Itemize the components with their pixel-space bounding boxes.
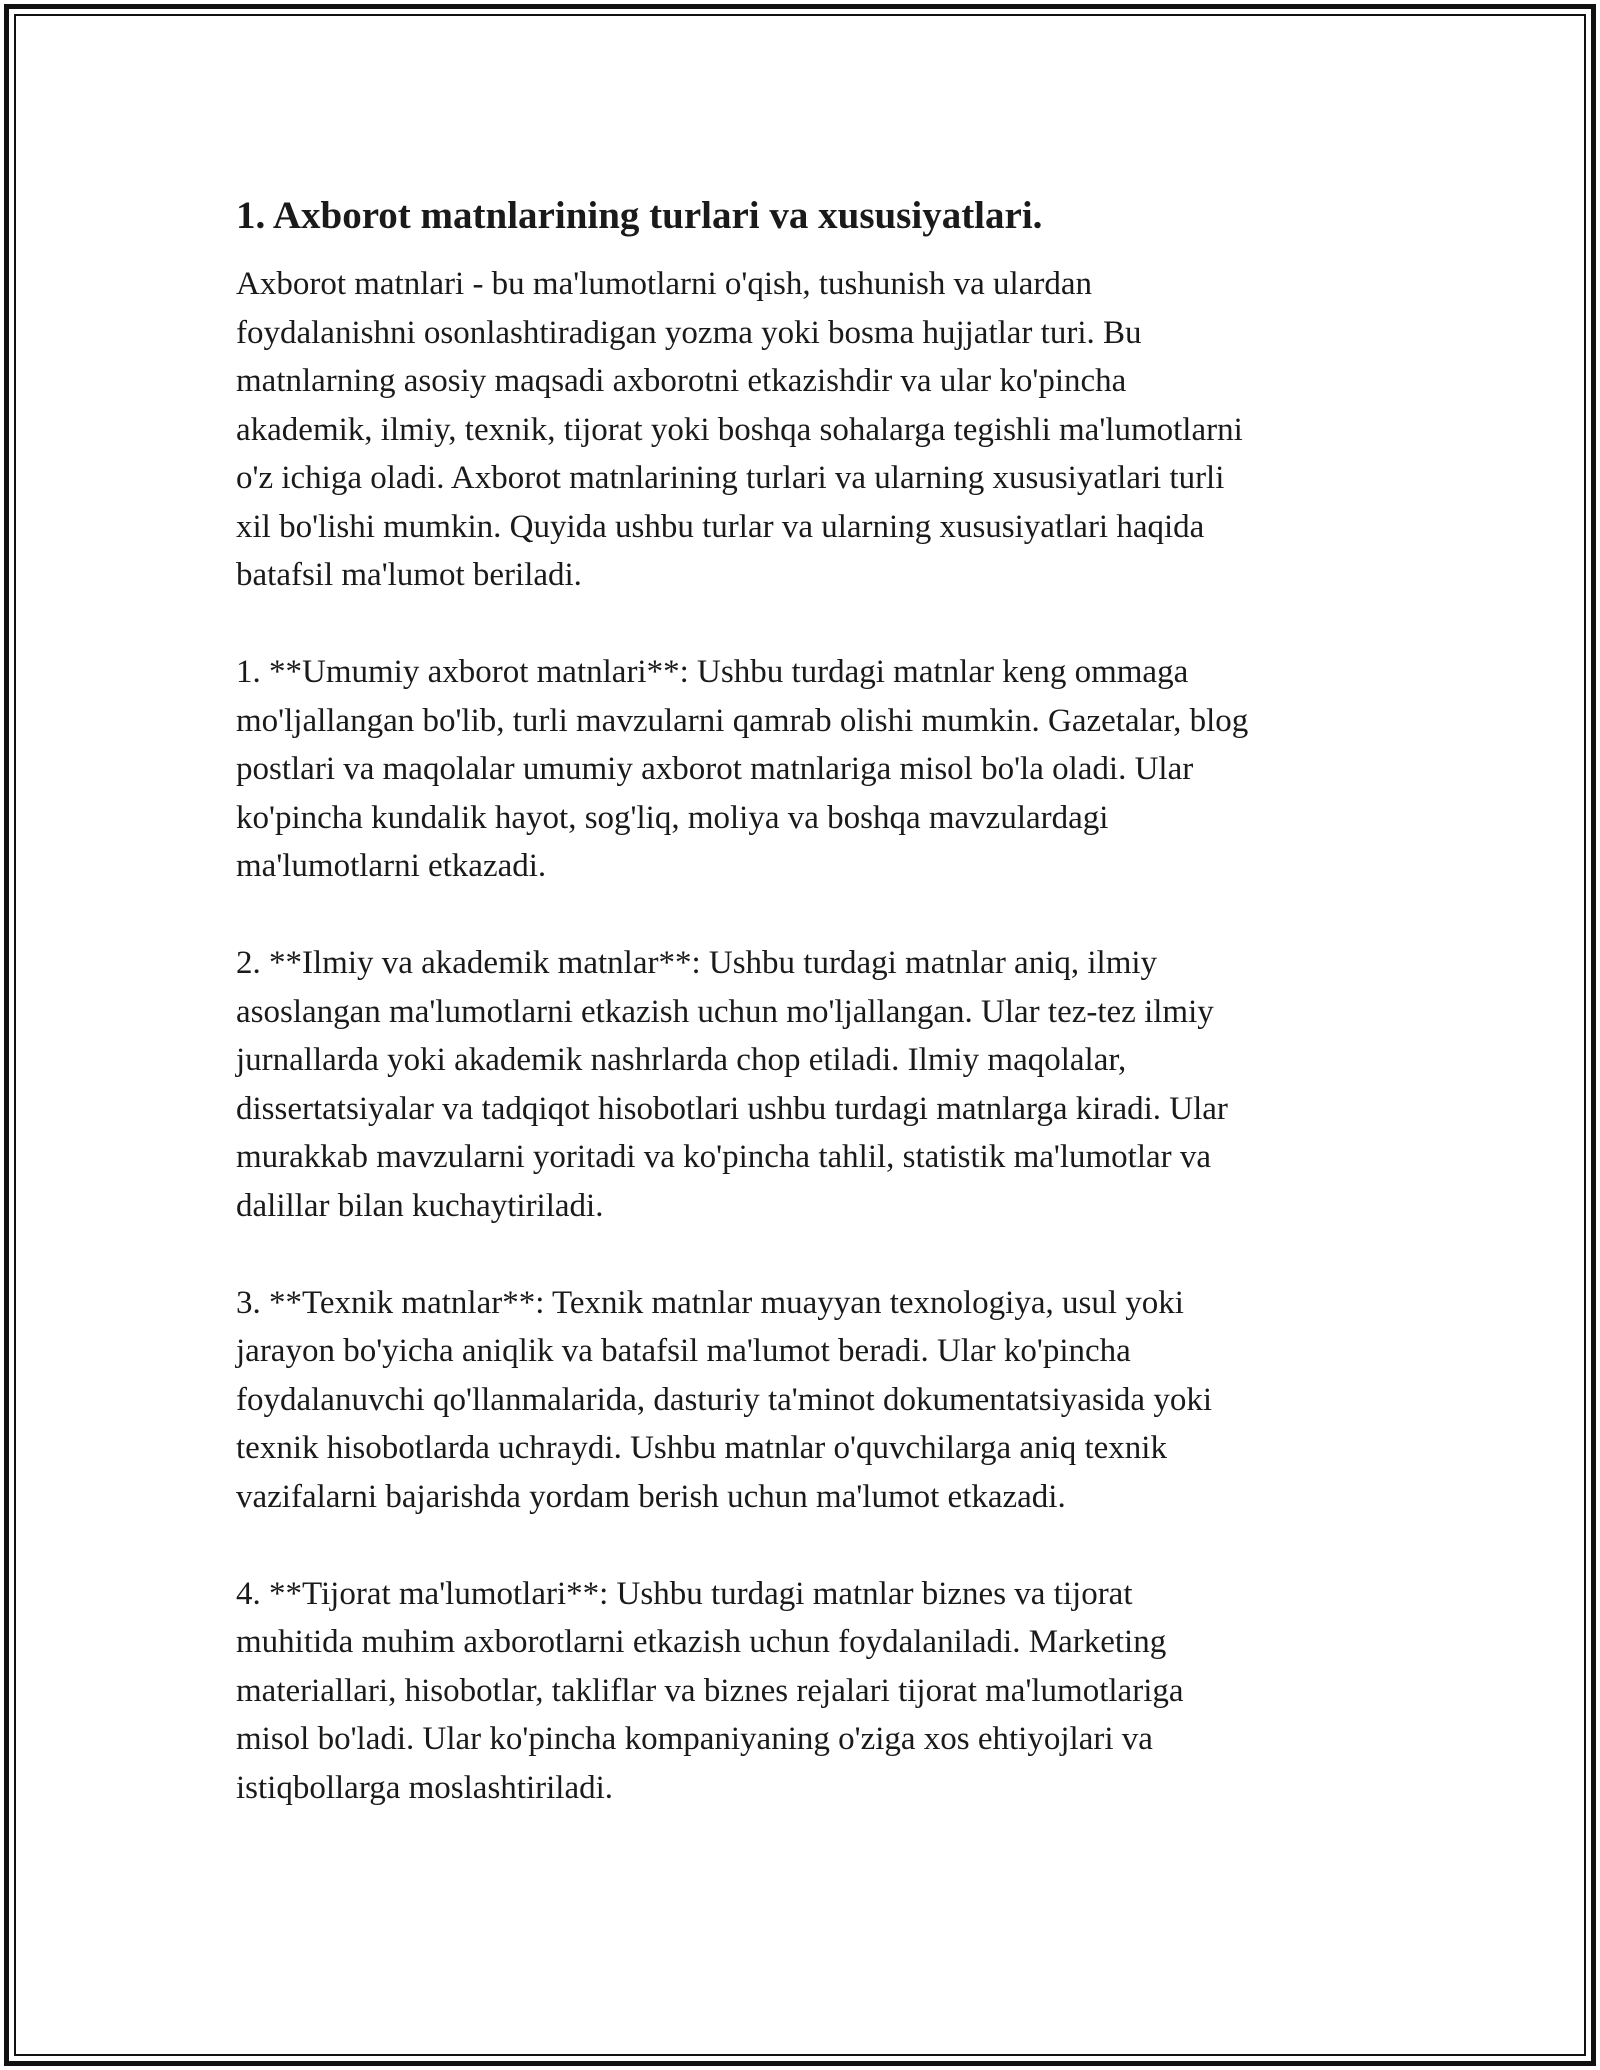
paragraph-scientific-texts: 2. **Ilmiy va akademik matnlar**: Ushbu turdagi matnlar aniq, ilmiy asoslangan ma'lumotlarni etkazish uchun mo'ljallangan. Ular tez-tez ilmiy jurnallarda yoki akademik nashrlarda chop etiladi. Ilmiy maqolalar, dissertatsiyalar va tadqiqot hisobotlari ushbu turdagi matnlarga kiradi. Ular murakkab mavzularni yoritadi va ko'pincha tahlil, statistik ma'lumotlar va dalillar bilan kuchaytiriladi. bbox=[236, 945, 1228, 1224]
paragraph-technical-texts: 3. **Texnik matnlar**: Texnik matnlar muayyan texnologiya, usul yoki jarayon bo'yicha aniqlik va batafsil ma'lumot beradi. Ular ko'pincha foydalanuvchi qo'llanmalarida, dasturiy ta'minot dokumentatsiyasida yoki texnik hisobotlarda uchraydi. Ushbu matnlar o'quvchilarga aniq texnik vazifalarni bajarishda yordam berish uchun ma'lumot etkazadi. bbox=[236, 1284, 1212, 1515]
paragraph-general-texts: 1. **Umumiy axborot matnlari**: Ushbu turdagi matnlar keng ommaga mo'ljallangan bo'lib, turli mavzularni qamrab olishi mumkin. Gazetalar, blog postlari va maqolalar umumiy axborot matnlariga misol bo'la oladi. Ular ko'pincha kundalik hayot, sog'liq, moliya va boshqa mavzulardagi ma'lumotlarni etkazadi. bbox=[236, 654, 1249, 884]
document-title: 1. Axborot matnlarining turlari va xususiyatlari. bbox=[236, 194, 1043, 237]
paragraph-commercial-texts: 4. **Tijorat ma'lumotlari**: Ushbu turdagi matnlar biznes va tijorat muhitida muhim axborotlarni etkazish uchun foydalaniladi. Marketing materiallari, hisobotlar, takliflar va biznes rejalari tijorat ma'lumotlariga misol bo'ladi. Ular ko'pincha kompaniyaning o'ziga xos ehtiyojlari va istiqbollarga moslashtiriladi. bbox=[236, 1575, 1184, 1806]
document-body bbox=[236, 186, 1376, 1812]
intro-paragraph: Axborot matnlari - bu ma'lumotlarni o'qish, tushunish va ulardan foydalanishni osonlashtiradigan yozma yoki bosma hujjatlar turi. Bu matnlarning asosiy maqsadi axborotni etkazishdir va ular ko'pincha akademik, ilmiy, texnik, tijorat yoki boshqa sohalarga tegishli ma'lumotlarni o'z ichiga oladi. Axborot matnlarining turlari va ularning xususiyatlari turli xil bo'lishi mumkin. Quyida ushbu turlar va ularning xususiyatlari haqida batafsil ma'lumot beriladi. bbox=[236, 266, 1243, 593]
